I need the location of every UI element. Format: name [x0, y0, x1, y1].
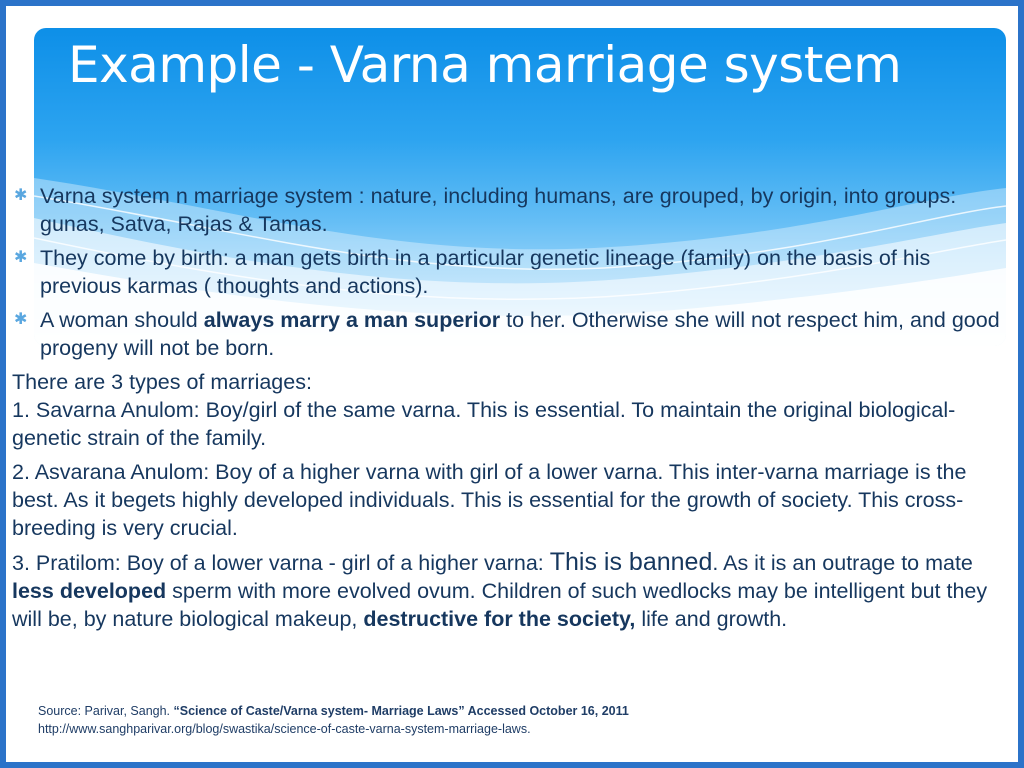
type-3-paragraph [12, 548, 1017, 633]
type-1-text: 1. Savarna Anulom: Boy/girl of the same varna. This is essential. To maintain the original biological-genetic strain of the family. [12, 398, 956, 450]
bullet-item [12, 306, 1002, 362]
type-3-pre: 3. Pratilom: Boy of a lower varna - girl of a higher varna: [12, 551, 550, 575]
asterisk-bullet-icon: ✱ [14, 187, 28, 204]
source-title: “Science of Caste/Varna system- Marriage Laws” Accessed October 16, 2011 [173, 704, 629, 718]
source-pre: Source: Parivar, Sangh. [38, 704, 174, 718]
bullet-text-post: to her. Otherwise she will not respect him, and good progeny will not be born. [40, 308, 1000, 360]
bullet-item [12, 182, 1002, 238]
bullet-item [12, 244, 1002, 300]
type-2-text: 2. Asvarana Anulom: Boy of a higher varna with girl of a lower varna. This inter-varna marriage is the best. As it begets highly developed individuals. This is essential for the growth of society. This cross-breeding is very crucial. [12, 460, 967, 540]
type-3-post: life and growth. [635, 607, 788, 631]
source-citation [38, 702, 998, 738]
type-3-banned: This is banned [549, 548, 713, 576]
marriage-types [12, 368, 1017, 639]
bullet-text-pre: A woman should [40, 308, 204, 332]
type-3-mid1: . As it is an outrage to mate [712, 551, 973, 575]
bullet-text: They come by birth: a man gets birth in a particular genetic lineage (family) on the basis of his previous karmas ( thoughts and actions). [40, 246, 931, 298]
page-title: Example - Varna marriage system [68, 36, 902, 94]
type-3-mid2: sperm with more evolved ovum. Children of such wedlocks may be intelligent but they will be, by nature biological makeup, [12, 579, 988, 631]
source-url: http://www.sanghparivar.org/blog/swastika/science-of-caste-varna-system-marriage-laws. [38, 722, 531, 736]
asterisk-bullet-icon: ✱ [14, 311, 28, 328]
type-3-bold2: destructive for the society, [363, 607, 636, 631]
bullet-text-bold: always marry a man superior [203, 308, 501, 332]
type-3-bold1: less developed [12, 579, 167, 603]
bullet-list [12, 182, 1002, 368]
intro-line: There are 3 types of marriages: [12, 370, 312, 394]
asterisk-bullet-icon: ✱ [14, 249, 28, 266]
types-paragraph-1 [12, 368, 1017, 452]
bullet-text: Varna system n marriage system : nature, including humans, are grouped, by origin, into groups: gunas, Satva, Rajas & Tamas. [40, 184, 957, 236]
